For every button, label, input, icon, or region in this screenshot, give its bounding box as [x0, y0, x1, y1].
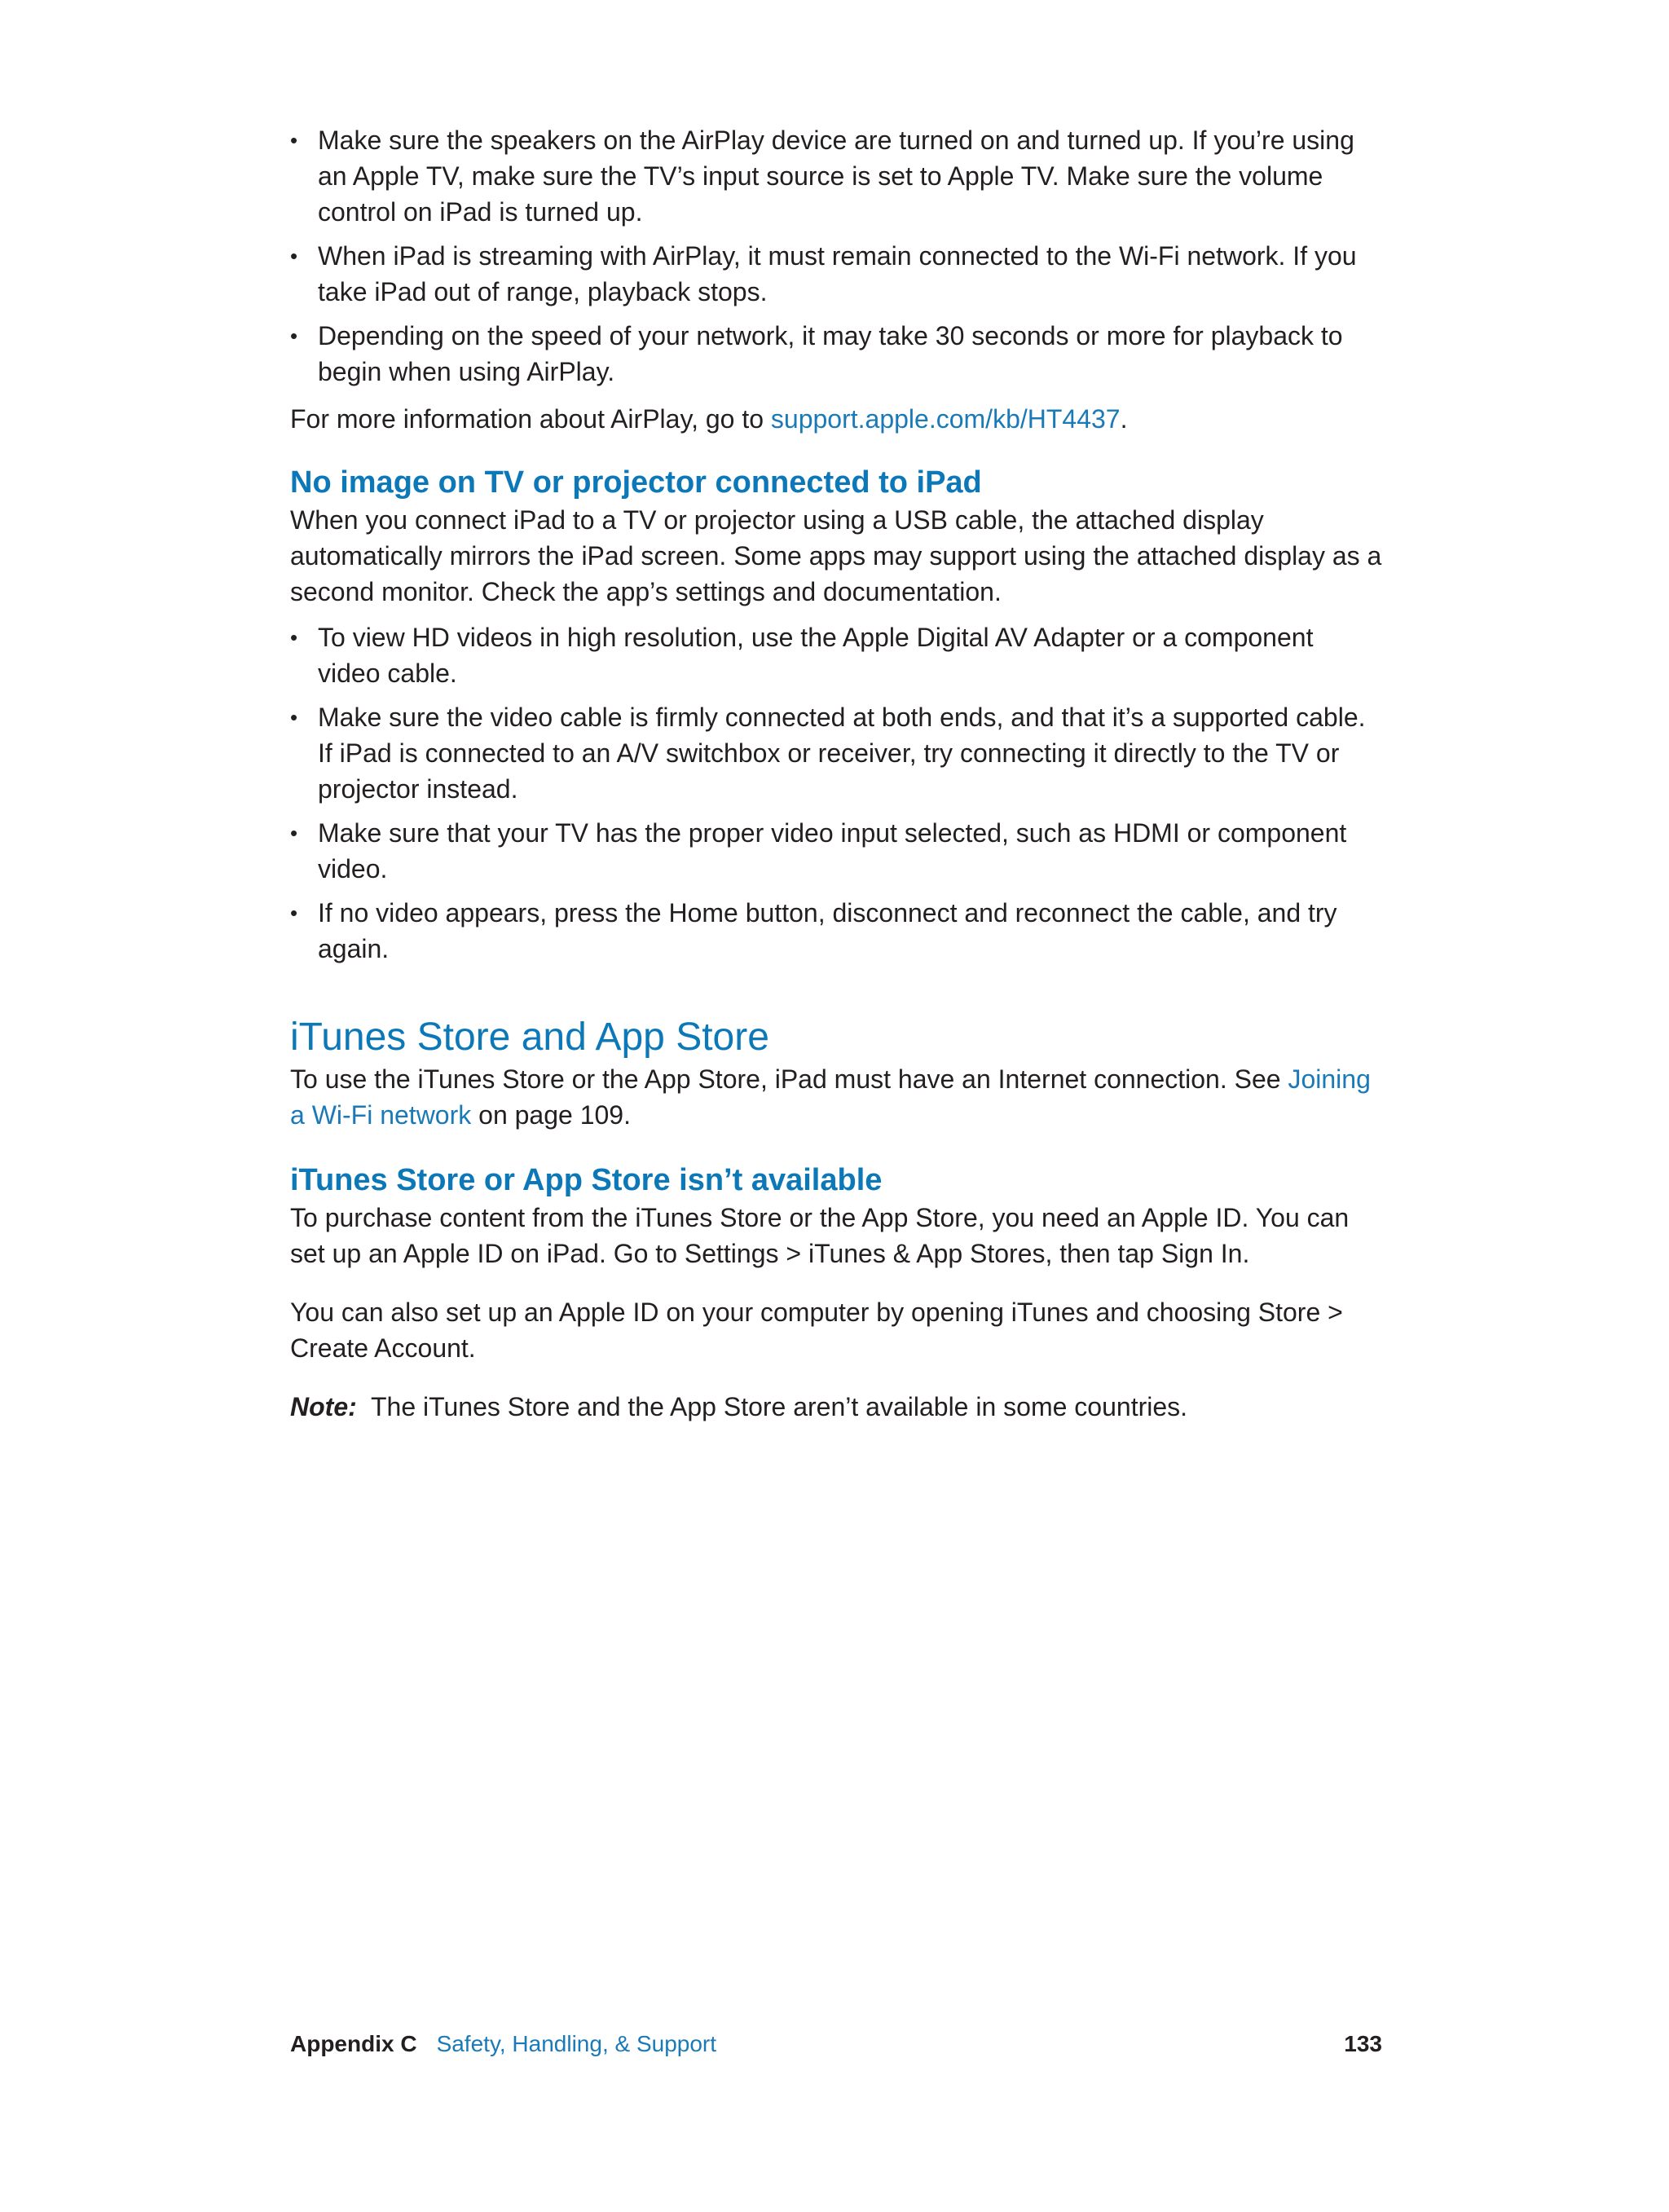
page-footer — [290, 2029, 1382, 2059]
airplay-more-info — [290, 401, 1382, 437]
no-image-body: When you connect iPad to a TV or projector using a USB cable, the attached display automatically mirrors the iPad screen. Some apps may support using the attached display as a second monitor. Check the app’s settings and documentation. — [290, 505, 1382, 606]
list-item: • Depending on the speed of your network, it may take 30 seconds or more for playback to begin when using AirPlay. — [290, 318, 1382, 390]
airplay-bullet-list — [290, 122, 1382, 390]
itunes-body-suffix: on page 109. — [471, 1100, 631, 1130]
itunes-section-heading: iTunes Store and App Store — [290, 1016, 769, 1059]
list-item: • Make sure the speakers on the AirPlay device are turned on and turned up. If you’re using an Apple TV, make sure the TV’s input source is set to Apple TV. Make sure the volume control on iPad is turned up. — [290, 122, 1382, 230]
note-label: Note: — [290, 1392, 357, 1421]
airplay-more-prefix: For more information about AirPlay, go to — [290, 404, 771, 434]
itunes-para-computer: You can also set up an Apple ID on your computer by opening iTunes and choosing Store > Create Account. — [290, 1298, 1343, 1363]
list-item: • If no video appears, press the Home button, disconnect and reconnect the cable, and try again. — [290, 895, 1382, 967]
itunes-para-apple-id: To purchase content from the iTunes Store or the App Store, you need an Apple ID. You can set up an Apple ID on iPad. Go to Settings > iTunes & App Stores, then tap Sign In. — [290, 1203, 1350, 1268]
no-image-bullet-list — [290, 619, 1382, 967]
list-item: • When iPad is streaming with AirPlay, it must remain connected to the Wi-Fi network. If you take iPad out of range, playback stops. — [290, 238, 1382, 310]
footer-appendix: Appendix C — [290, 2031, 417, 2056]
list-item: • To view HD videos in high resolution, use the Apple Digital AV Adapter or a component video cable. — [290, 619, 1382, 691]
airplay-support-link[interactable]: support.apple.com/kb/HT4437 — [770, 404, 1121, 434]
list-item: • Make sure that your TV has the proper video input selected, such as HDMI or component video. — [290, 815, 1382, 887]
page-number: 133 — [1344, 2031, 1382, 2056]
itunes-unavailable-heading: iTunes Store or App Store isn’t available — [290, 1163, 883, 1197]
no-image-heading: No image on TV or projector connected to iPad — [290, 465, 982, 500]
joining-wifi-link[interactable]: Joining a Wi-Fi network — [290, 1064, 1371, 1130]
airplay-more-suffix: . — [1120, 404, 1128, 434]
itunes-section-body — [290, 1061, 1382, 1133]
footer-section-link[interactable]: Safety, Handling, & Support — [436, 2031, 717, 2056]
list-item: • Make sure the video cable is firmly connected at both ends, and that it’s a supported cable. If iPad is connected to an A/V switchbox or receiver, try connecting it directly to the TV or projector instead. — [290, 699, 1382, 807]
itunes-body-prefix: To use the iTunes Store or the App Store, iPad must have an Internet connection. See — [290, 1064, 1288, 1094]
note-text: The iTunes Store and the App Store aren’t available in some countries. — [370, 1392, 1188, 1421]
itunes-note — [290, 1389, 1382, 1425]
document-page — [290, 122, 1382, 1425]
